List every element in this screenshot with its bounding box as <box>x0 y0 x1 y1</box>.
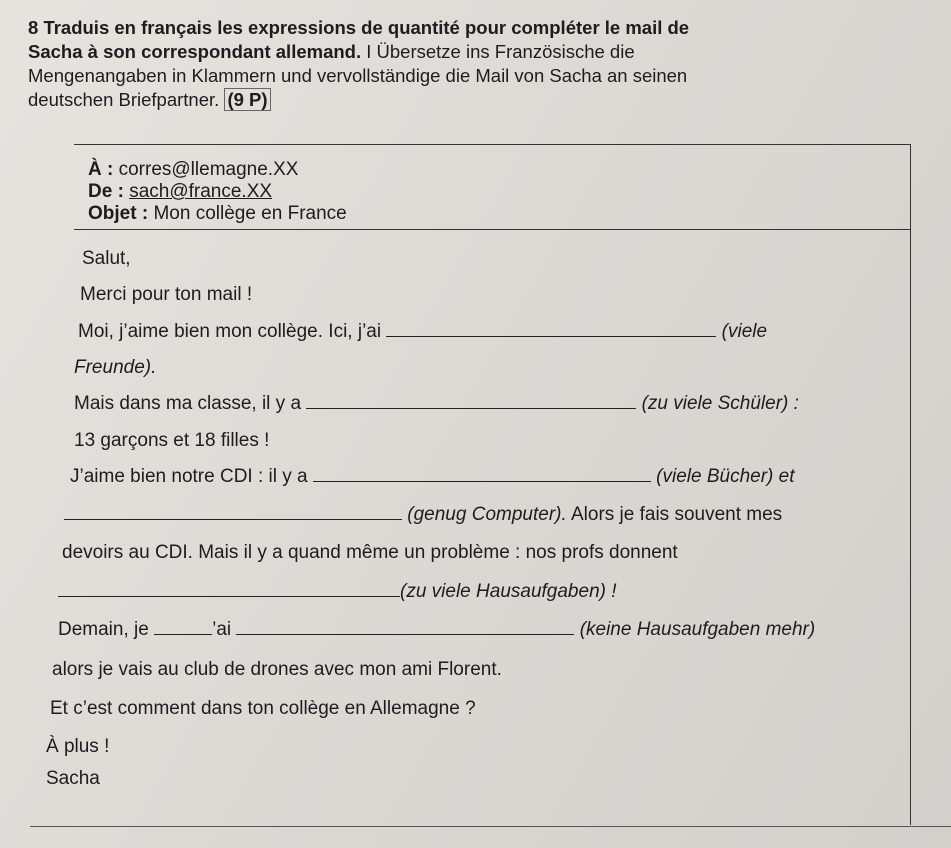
hint-6: (keine Hausaufgaben mehr) <box>579 619 816 640</box>
to-line <box>88 159 298 181</box>
hint-5: (zu viele Hausaufgaben) ! <box>400 581 617 602</box>
instruction-line-2 <box>28 40 908 64</box>
body-line-6 <box>64 504 782 526</box>
answer-blank-2[interactable] <box>306 394 636 409</box>
from-label: De : <box>88 181 124 202</box>
signature: Sacha <box>46 768 100 789</box>
email-header <box>74 145 910 230</box>
body-line-5 <box>70 466 795 488</box>
bottom-rule <box>30 826 951 827</box>
hint-3: (viele Bücher) et <box>656 466 795 487</box>
instruction-line-3: Mengenangaben in Klammern und vervollständige die Mail von Sacha an seinen <box>28 65 688 86</box>
instruction-de-4: deutschen Briefpartner. <box>28 89 220 110</box>
to-label: À : <box>88 159 114 180</box>
answer-blank-5[interactable] <box>58 582 400 597</box>
thanks-line: Merci pour ton mail ! <box>80 284 253 305</box>
instruction-line-1 <box>28 16 908 40</box>
instruction-de-2: I Übersetze ins Französische die <box>366 41 635 62</box>
body-text-9b: ’ai <box>212 619 232 640</box>
body-text-1: Moi, j’aime bien mon collège. Ici, j’ai <box>78 321 382 342</box>
body-line-1 <box>78 321 767 343</box>
subject-line <box>88 203 347 225</box>
answer-blank-1[interactable] <box>386 322 716 337</box>
body-line-10: alors je vais au club de drones avec mon ami Florent. <box>52 659 502 680</box>
closing: À plus ! <box>46 736 110 757</box>
answer-blank-4[interactable] <box>64 505 402 520</box>
exercise-number: 8 <box>28 17 39 38</box>
answer-blank-6[interactable] <box>154 620 212 635</box>
points-badge: (9 P) <box>224 88 270 111</box>
instruction-fr-1: Traduis en français les expressions de quantité pour compléter le mail de <box>43 17 690 38</box>
body-line-8 <box>58 581 617 603</box>
instruction-fr-2: Sacha à son correspondant allemand. <box>28 41 362 62</box>
instruction-line-4 <box>28 88 908 112</box>
hint-1b: Freunde). <box>74 357 157 378</box>
body-line-4: 13 garçons et 18 filles ! <box>74 430 270 451</box>
from-line <box>88 181 272 203</box>
body-line-7: devoirs au CDI. Mais il y a quand même un problème : nos profs donnent <box>62 542 678 563</box>
body-line-11: Et c’est comment dans ton collège en Allemagne ? <box>50 698 476 719</box>
body-text-6: Alors je fais souvent mes <box>570 504 783 525</box>
answer-blank-7[interactable] <box>236 620 574 635</box>
hint-2: (zu viele Schüler) : <box>641 393 799 414</box>
subject-label: Objet : <box>88 203 149 224</box>
hint-4: (genug Computer). <box>407 504 567 525</box>
answer-blank-3[interactable] <box>313 467 651 482</box>
body-line-9 <box>58 619 815 641</box>
body-line-3 <box>74 393 799 415</box>
greeting: Salut, <box>82 248 131 269</box>
body-text-5: J’aime bien notre CDI : il y a <box>70 466 308 487</box>
exercise-instruction <box>28 16 908 112</box>
body-text-3: Mais dans ma classe, il y a <box>74 393 302 414</box>
body-text-9a: Demain, je <box>58 619 149 640</box>
from-address: sach@france.XX <box>129 181 273 202</box>
hint-1a: (viele <box>721 321 768 342</box>
to-address: corres@llemagne.XX <box>118 159 299 180</box>
subject-value: Mon collège en France <box>153 203 347 224</box>
